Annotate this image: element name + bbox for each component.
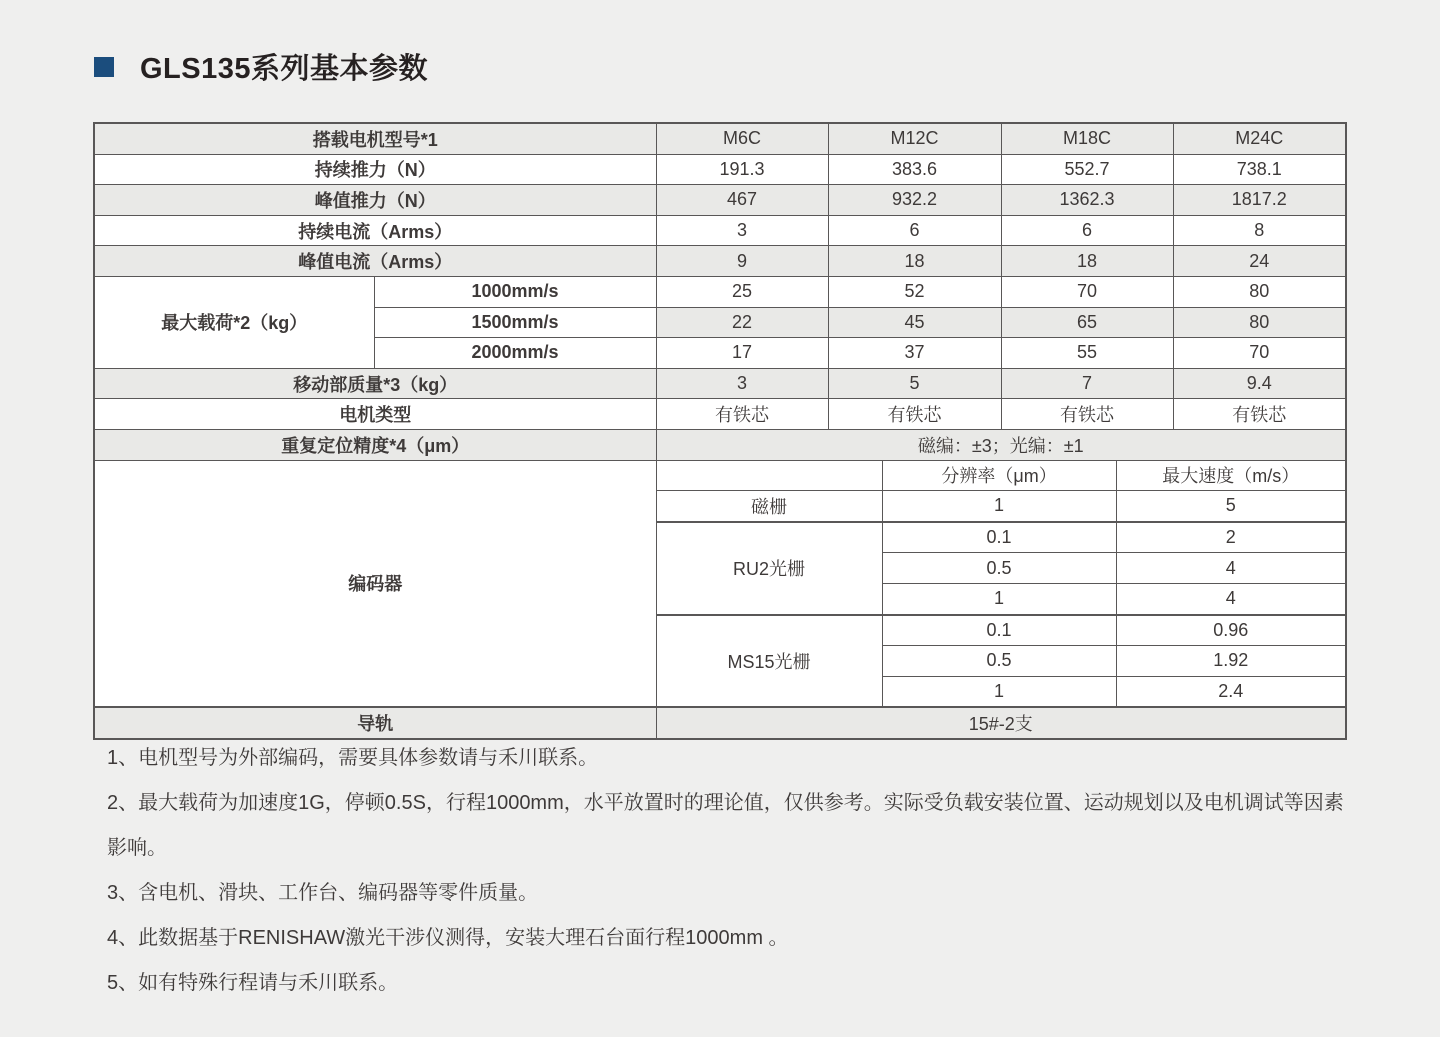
footnote-1: 1、电机型号为外部编码，需要具体参数请与禾川联系。 [107, 747, 599, 769]
cell-value: 80 [1173, 307, 1346, 338]
encoder-group-label: MS15光栅 [656, 615, 882, 708]
cell-value: 7 [1001, 368, 1173, 399]
cell-value: 22 [656, 307, 828, 338]
cell-value: 3 [656, 368, 828, 399]
table-row [94, 429, 1346, 460]
cell-value: 0.5 [882, 553, 1116, 584]
cell-value: 有铁芯 [828, 399, 1001, 430]
encoder-group-label: 磁栅 [656, 491, 882, 522]
cell-value: 55 [1001, 338, 1173, 369]
cell-value: 有铁芯 [1173, 399, 1346, 430]
row-label-cont-current: 持续电流（Arms） [94, 215, 656, 246]
row-label-peak-current: 峰值电流（Arms） [94, 246, 656, 277]
table-row [94, 154, 1346, 185]
cell-value: 1817.2 [1173, 185, 1346, 216]
cell-value: 552.7 [1001, 154, 1173, 185]
cell-value: 0.5 [882, 646, 1116, 677]
row-label-cont-thrust: 持续推力（N） [94, 154, 656, 185]
cell-value: 0.1 [882, 615, 1116, 646]
title-bullet-square [94, 57, 114, 77]
cell-value: 25 [656, 276, 828, 307]
cell-value: 6 [828, 215, 1001, 246]
cell-rail-value: 15#-2支 [656, 707, 1346, 739]
cell-value: 1 [882, 583, 1116, 614]
cell-value: 65 [1001, 307, 1173, 338]
table-row [94, 368, 1346, 399]
table-row [94, 246, 1346, 277]
cell-value: 18 [828, 246, 1001, 277]
cell-value: 有铁芯 [1001, 399, 1173, 430]
speed-label: 2000mm/s [374, 338, 656, 369]
table-row [94, 707, 1346, 739]
section-title [94, 46, 428, 87]
footnote-4: 4、此数据基于RENISHAW激光干涉仪测得，安装大理石台面行程1000mm 。 [107, 927, 789, 949]
cell-value: 191.3 [656, 154, 828, 185]
col-header-max-speed: 最大速度（m/s） [1116, 460, 1346, 491]
cell-value: 9 [656, 246, 828, 277]
cell-value: 3 [656, 215, 828, 246]
table-row [94, 215, 1346, 246]
table-row [94, 276, 1346, 307]
cell-value: 5 [828, 368, 1001, 399]
cell-model-m12c: M12C [828, 123, 1001, 154]
speed-label: 1000mm/s [374, 276, 656, 307]
cell-model-m6c: M6C [656, 123, 828, 154]
row-label-rail: 导轨 [94, 707, 656, 739]
row-label-motor-type: 电机类型 [94, 399, 656, 430]
cell-value: 383.6 [828, 154, 1001, 185]
footnote-5: 5、如有特殊行程请与禾川联系。 [107, 972, 399, 994]
cell-value: 4 [1116, 553, 1346, 584]
cell-value: 17 [656, 338, 828, 369]
row-label-motor-model: 搭载电机型号*1 [94, 123, 656, 154]
cell-value: 18 [1001, 246, 1173, 277]
cell-value: 37 [828, 338, 1001, 369]
cell-model-m18c: M18C [1001, 123, 1173, 154]
cell-value: 6 [1001, 215, 1173, 246]
cell-value: 1 [882, 491, 1116, 522]
cell-value: 80 [1173, 276, 1346, 307]
cell-value: 有铁芯 [656, 399, 828, 430]
table-row [94, 185, 1346, 216]
cell-value: 52 [828, 276, 1001, 307]
speed-label: 1500mm/s [374, 307, 656, 338]
cell-value: 2 [1116, 522, 1346, 553]
encoder-group-label: RU2光栅 [656, 522, 882, 615]
cell-model-m24c: M24C [1173, 123, 1346, 154]
page-title: GLS135系列基本参数 [140, 53, 428, 85]
row-label-peak-thrust: 峰值推力（N） [94, 185, 656, 216]
cell-value: 70 [1001, 276, 1173, 307]
footnote-2: 2、最大载荷为加速度1G，停顿0.5S，行程1000mm，水平放置时的理论值，仅供参考。实际受负载安装位置、运动规划以及电机调试等因素影响。 [107, 792, 1344, 859]
table-row [94, 399, 1346, 430]
row-label-max-load: 最大载荷*2（kg） [94, 276, 374, 368]
row-label-moving-mass: 移动部质量*3（kg） [94, 368, 656, 399]
cell-value: 9.4 [1173, 368, 1346, 399]
cell-repeatability-value: 磁编：±3；光编：±1 [656, 429, 1346, 460]
cell-value: 45 [828, 307, 1001, 338]
footnote-3: 3、含电机、滑块、工作台、编码器等零件质量。 [107, 882, 539, 904]
table-row [94, 123, 1346, 154]
cell-value: 0.1 [882, 522, 1116, 553]
cell-value: 738.1 [1173, 154, 1346, 185]
cell-value: 4 [1116, 583, 1346, 614]
cell-value: 70 [1173, 338, 1346, 369]
cell-value: 2.4 [1116, 676, 1346, 707]
spec-table [93, 122, 1347, 740]
cell-value: 467 [656, 185, 828, 216]
cell-value: 8 [1173, 215, 1346, 246]
row-label-encoder: 编码器 [94, 460, 656, 707]
cell-value: 5 [1116, 491, 1346, 522]
cell-value: 0.96 [1116, 615, 1346, 646]
col-header-resolution: 分辨率（μm） [882, 460, 1116, 491]
row-label-repeatability: 重复定位精度*4（μm） [94, 429, 656, 460]
encoder-type-header-empty-cell [656, 460, 882, 491]
cell-value: 24 [1173, 246, 1346, 277]
cell-value: 1 [882, 676, 1116, 707]
cell-value: 1362.3 [1001, 185, 1173, 216]
table-row [94, 460, 1346, 491]
footnotes [107, 736, 1359, 1006]
cell-value: 932.2 [828, 185, 1001, 216]
cell-value: 1.92 [1116, 646, 1346, 677]
